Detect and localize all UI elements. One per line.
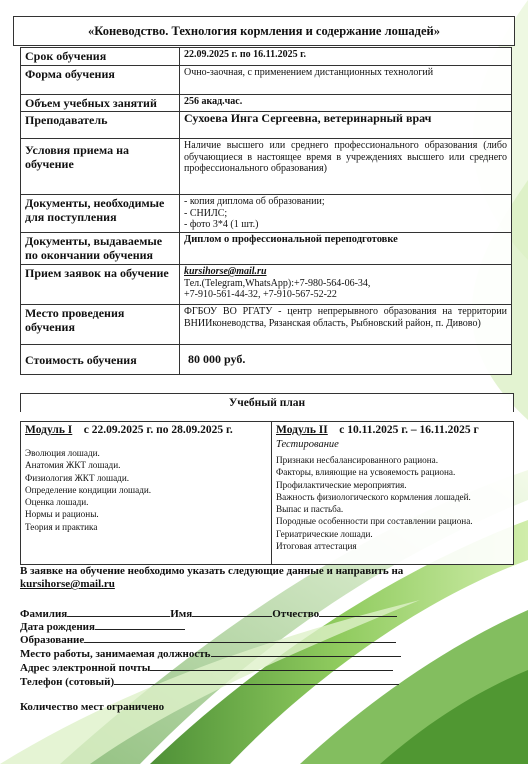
cost-label: Стоимость обучения xyxy=(21,345,180,375)
list-item: Профилактические мероприятия. xyxy=(276,479,407,490)
module-2 xyxy=(272,422,513,564)
documents-in-list xyxy=(180,195,512,233)
module-1-header xyxy=(21,422,271,438)
patronymic-field-line[interactable] xyxy=(319,606,397,617)
applications-label: Прием заявок на обучение xyxy=(21,265,180,305)
form-line-phone xyxy=(20,674,399,689)
form-line-email xyxy=(20,660,393,675)
module-1 xyxy=(21,422,272,564)
module-2-testing: Тестирование xyxy=(276,439,339,450)
list-item: Физиология ЖКТ лошади. xyxy=(25,472,130,483)
table-row xyxy=(21,265,512,305)
table-row xyxy=(21,139,512,195)
surname-field-line[interactable] xyxy=(67,606,170,617)
place-value: ФГБОУ ВО РГАТУ - центр непрерывного образования на территории ВНИИконеводства, Рязанская область, Рыбновский район, п. Дивово) xyxy=(180,305,512,345)
teacher-label: Преподаватель xyxy=(21,112,180,139)
course-title: «Коневодство. Технология кормления и содержание лошадей» xyxy=(13,16,515,46)
admission-value: Наличие высшего или среднего профессионального образования (либо обучающиеся в настоящее время в учреждениях высшего или среднего профессионального образования) xyxy=(180,139,512,195)
form-line-workplace xyxy=(20,646,401,661)
applications-email-link[interactable]: kursihorse@mail.ru xyxy=(184,266,267,277)
workplace-field-line[interactable] xyxy=(211,646,401,657)
list-item: Определение кондиции лошади. xyxy=(25,484,152,495)
volume-value: 256 акад.час. xyxy=(180,95,512,112)
form-value: Очно-заочная, с применением дистанционных технологий xyxy=(180,66,512,95)
term-label: Срок обучения xyxy=(21,48,180,66)
list-item: Нормы и рационы. xyxy=(25,509,99,520)
table-row xyxy=(21,195,512,233)
application-instructions xyxy=(20,565,480,591)
list-item: - копия диплома об образовании; xyxy=(184,196,325,207)
module-1-name: Модуль I xyxy=(25,424,73,436)
cost-value: 80 000 руб. xyxy=(180,345,512,375)
list-item: Выпас и пастьба. xyxy=(276,504,344,515)
module-2-header xyxy=(272,422,513,438)
list-item: Итоговая аттестация xyxy=(276,541,357,552)
documents-in-label: Документы, необходимые для поступления xyxy=(21,195,180,233)
table-row xyxy=(21,345,512,375)
workplace-field-label: Место работы, занимаемая должность xyxy=(20,648,211,660)
form-label: Форма обучения xyxy=(21,66,180,95)
documents-out-value: Диплом о профессиональной переподготовке xyxy=(180,233,512,265)
list-item: Теория и практика xyxy=(25,521,98,532)
module-1-dates: с 22.09.2025 г. по 28.09.2025 г. xyxy=(83,424,233,436)
list-item: Признаки несбалансированного рациона. xyxy=(276,455,438,465)
table-row xyxy=(21,66,512,95)
list-item: - фото 3*4 (1 шт.) xyxy=(184,219,259,230)
name-field-line[interactable] xyxy=(192,606,272,617)
limited-seats-note: Количество мест ограничено xyxy=(20,701,165,713)
application-note-text: В заявке на обучение необходимо указать следующие данные и направить на xyxy=(20,565,404,577)
email-field-line[interactable] xyxy=(150,660,393,671)
list-item: Породные особенности при составлении рациона. xyxy=(276,516,473,527)
surname-field-label: Фамилия xyxy=(20,608,68,620)
table-row xyxy=(21,48,512,66)
course-info-table xyxy=(20,47,512,375)
name-field-label: Имя xyxy=(170,608,193,620)
application-email-link[interactable]: kursihorse@mail.ru xyxy=(20,578,115,590)
birthdate-field-line[interactable] xyxy=(95,619,185,630)
list-item: Эволюция лошади. xyxy=(25,448,100,458)
module-1-topics xyxy=(21,438,271,535)
list-item: Важность физиологического кормления лошадей. xyxy=(276,491,471,502)
module-2-dates: с 10.11.2025 г. – 16.11.2025 г xyxy=(339,424,479,436)
applications-contacts xyxy=(180,265,512,305)
birthdate-field-label: Дата рождения xyxy=(20,621,95,633)
table-row xyxy=(21,233,512,265)
list-item: Гериатрические лошади. xyxy=(276,528,373,539)
place-label: Место проведения обучения xyxy=(21,305,180,345)
term-value: 22.09.2025 г. по 16.11.2025 г. xyxy=(180,48,512,66)
admission-label: Условия приема на обучение xyxy=(21,139,180,195)
table-row xyxy=(21,305,512,345)
table-row xyxy=(21,112,512,139)
list-item: Факторы, влияющие на усвояемость рациона. xyxy=(276,467,456,478)
education-field-label: Образование xyxy=(20,634,85,646)
list-item: Оценка лошади. xyxy=(25,497,89,508)
documents-out-label: Документы, выдаваемые по окончании обучения xyxy=(21,233,180,265)
email-field-label: Адрес электронной почты xyxy=(20,662,151,674)
module-2-name: Модуль II xyxy=(276,424,328,436)
list-item: Анатомия ЖКТ лошади. xyxy=(25,460,121,471)
form-line-education xyxy=(20,632,396,647)
phone-field-label: Телефон (сотовый) xyxy=(20,676,115,688)
phone-field-line[interactable] xyxy=(114,674,399,685)
education-field-line[interactable] xyxy=(84,632,396,643)
applications-phones-more: +7-910-561-44-32, +7-910-567-52-22 xyxy=(184,289,337,300)
applications-phones: Тел.(Telegram,WhatsApp):+7-980-564-06-34, xyxy=(184,277,371,289)
teacher-value: Сухоева Инга Сергеевна, ветеринарный врач xyxy=(180,112,512,139)
study-plan-modules xyxy=(20,421,514,565)
study-plan-title: Учебный план xyxy=(20,393,514,412)
volume-label: Объем учебных занятий xyxy=(21,95,180,112)
patronymic-field-label: Отчество xyxy=(272,608,320,620)
table-row xyxy=(21,95,512,112)
module-2-topics xyxy=(272,451,513,554)
list-item: - СНИЛС; xyxy=(184,207,228,219)
